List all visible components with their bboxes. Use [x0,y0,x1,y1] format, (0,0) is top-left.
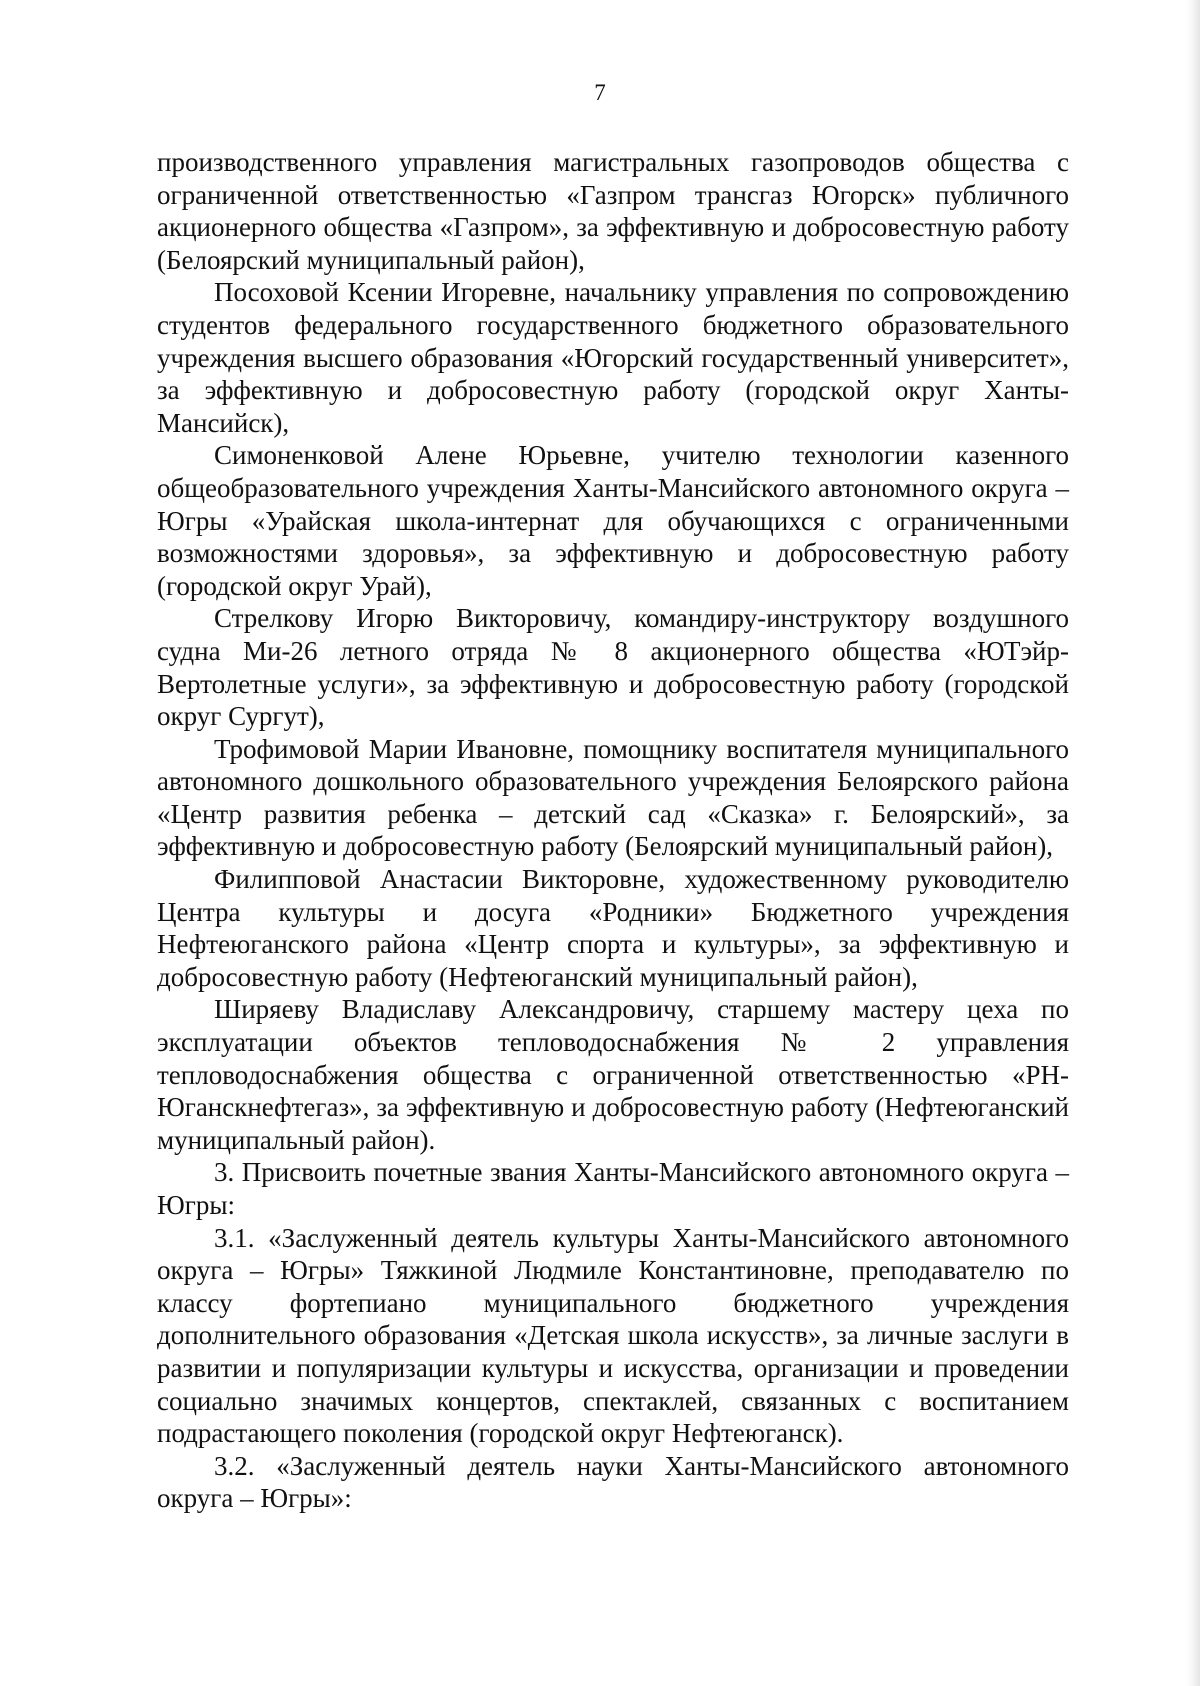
paragraph-award-entry: Филипповой Анастасии Викторовне, художественному руководителю Центра культуры и досуга «Родники» Бюджетного учреждения Нефтеюганского района «Центр спорта и культуры», за эффективную и добросовестную работу (Нефтеюганский муниципальный район), [157,864,1069,992]
paragraph-section-3-1: 3.1. «Заслуженный деятель культуры Ханты-Мансийского автономного округа – Югры» Тяжкиной Людмиле Константиновне, преподавателю по классу фортепиано муниципального бюджетного учреждения дополнительного образования «Детская школа искусств», за личные заслуги в развитии и популяризации культуры и искусства, организации и проведении социально значимых концертов, спектаклей, связанных с воспитанием подрастающего поколения (городской округ Нефтеюганск). [157,1222,1069,1449]
paragraph-continuation: производственного управления магистральных газопроводов общества с ограниченной ответственностью «Газпром трансгаз Югорск» публичного акционерного общества «Газпром», за эффективную и добросовестную работу (Белоярский муниципальный район), [157,147,1069,275]
paragraph-award-entry: Стрелкову Игорю Викторовичу, командиру-инструктору воздушного судна Ми-26 летного отряда № 8 акционерного общества «ЮТэйр-Вертолетные услуги», за эффективную и добросовестную работу (городской округ Сургут), [157,603,1069,732]
paragraph-section-3: 3. Присвоить почетные звания Ханты-Мансийского автономного округа – Югры: [157,1157,1069,1220]
paragraph-award-entry: Посоховой Ксении Игоревне, начальнику управления по сопровождению студентов федерального государственного бюджетного образовательного учреждения высшего образования «Югорский государственный университет», за эффективную и добросовестную работу (городской округ Ханты-Мансийск), [157,277,1069,438]
scan-edge-shadow [1186,0,1200,1686]
paragraph-award-entry: Трофимовой Марии Ивановне, помощнику воспитателя муниципального автономного дошкольного образовательного учреждения Белоярского района «Центр развития ребенка – детский сад «Сказка» г. Белоярский», за эффективную и добросовестную работу (Белоярский муниципальный район), [157,733,1069,862]
page-number: 7 [594,80,606,105]
paragraph-section-3-2: 3.2. «Заслуженный деятель науки Ханты-Мансийского автономного округа – Югры»: [157,1450,1069,1514]
paragraph-award-entry: Симоненковой Алене Юрьевне, учителю технологии казенного общеобразовательного учреждения Ханты-Мансийского автономного округа – Югры «Урайская школа-интернат для обучающихся с ограниченными возможностями здоровья», за эффективную и добросовестную работу (городской округ Урай), [157,440,1069,601]
paragraph-award-entry: Ширяеву Владиславу Александровичу, старшему мастеру цеха по эксплуатации объектов тепловодоснабжения № 2 управления тепловодоснабжения общества с ограниченной ответственностью «РН-Юганскнефтегаз», за эффективную и добросовестную работу (Нефтеюганский муниципальный район). [157,994,1069,1155]
document-body [157,146,1069,1515]
